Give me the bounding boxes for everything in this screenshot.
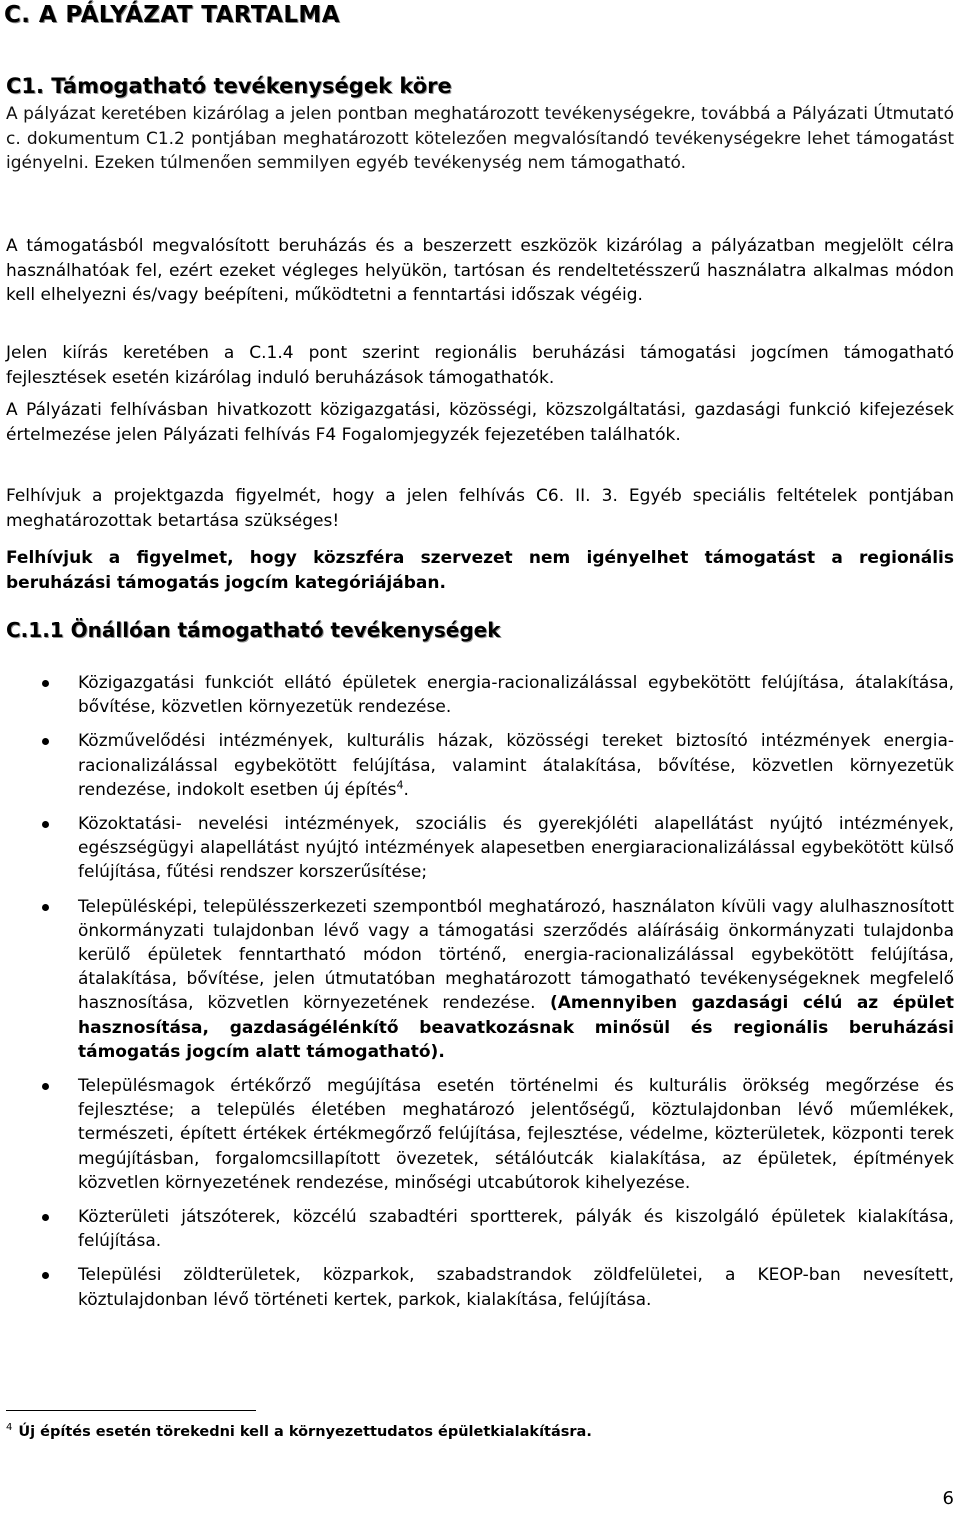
list-item-text: Közterületi játszóterek, közcélú szabadtéri sportterek, pályák és kiszolgáló épületek kialakítása, felújítása. xyxy=(78,1207,954,1252)
list-item-tail: . xyxy=(403,779,409,800)
list-item xyxy=(6,1074,954,1195)
bullet-icon xyxy=(42,821,49,828)
bullet-icon xyxy=(42,1083,49,1090)
paragraph-regional: Jelen kiírás keretében a C.1.4 pont szerint regionális beruházási támogatási jogcímen támogatható fejlesztések esetén kizárólag induló beruházások támogathatók. xyxy=(6,343,954,388)
list-item-text: Közoktatási- nevelési intézmények, szociális és gyerekjóléti alapellátást nyújtó intézmények, egészségügyi alapellátást nyújtó intézmények alapesetben energiaracionalizálással egybekötött külső felújítása, fűtési rendszer korszerűsítése; xyxy=(78,814,954,883)
footnote-ref[interactable]: 4 xyxy=(396,778,404,792)
bullet-icon xyxy=(42,680,49,687)
chapter-heading: C. A PÁLYÁZAT TARTALMA xyxy=(4,2,340,28)
section-heading: C1. Támogatható tevékenységek köre xyxy=(6,74,452,98)
page-number: 6 xyxy=(942,1488,954,1509)
list-item xyxy=(6,729,954,802)
footnote-number: 4 xyxy=(6,1422,13,1434)
list-item-text: Közművelődési intézmények, kulturális házak, közösségi tereket biztosító intézmények energia-racionalizálással egybekötött felújítása, valamint átalakítása, bővítése, közvetlen környezetük rendezése, indokolt esetben új építés xyxy=(78,731,954,800)
paragraph-usage: A támogatásból megvalósított beruházás és a beszerzett eszközök kizárólag a pályázatban megjelölt célra használhatóak fel, ezért ezeket végleges helyükön, tartósan és rendeltetésszerű használatra alkalmas módon kell elhelyezni és/vagy beépíteni, működtetni a fenntartási időszak végéig. xyxy=(6,236,954,305)
footnote-divider xyxy=(6,1410,256,1411)
footnote-text: Új építés esetén törekedni kell a környezettudatos épületkialakításra. xyxy=(18,1424,592,1440)
paragraph-scope: A pályázat keretében kizárólag a jelen pontban meghatározott tevékenységekre, továbbá a Pályázati Útmutató c. dokumentum C1.2 pontjában meghatározott kötelezően megvalósítandó tevékenységekre lehet támogatást igényelni. Ezeken túlmenően semmilyen egyéb tevékenység nem támogatható. xyxy=(6,104,954,173)
paragraph-definitions: A Pályázati felhívásban hivatkozott közigazgatási, közösségi, közszolgáltatási, gazdasági funkció kifejezések értelmezése jelen Pályázati felhívás F4 Fogalomjegyzék fejezetében találhatók. xyxy=(6,400,954,445)
list-item xyxy=(6,671,954,719)
list-item-text: Településmagok értékőrző megújítása esetén történelmi és kulturális örökség megőrzése és fejlesztése; a település életében meghatározó jelentőségű, köztulajdonban lévő műemlékek, természeti, épített értékek értékmegőrző felújítása, fejlesztése, védelme, közterületek, központi terek megújításban, forgalomcsillapított övezetek, sétálóutcák kialakítása, az épületek, építmények közvetlen környezetének rendezése, minőségi utcabútorok kihelyezése. xyxy=(78,1076,954,1193)
list-item xyxy=(6,1205,954,1253)
list-item xyxy=(6,812,954,885)
bullet-icon xyxy=(42,904,49,911)
bullet-icon xyxy=(42,1272,49,1279)
footnote xyxy=(6,1424,592,1440)
subsection-heading: C.1.1 Önállóan támogatható tevékenységek xyxy=(6,618,501,642)
bullet-icon xyxy=(42,1214,49,1221)
list-item-text: Települési zöldterületek, közparkok, szabadstrandok zöldfelületei, a KEOP-ban nevesített, köztulajdonban lévő történeti kertek, parkok, kialakítása, felújítása. xyxy=(78,1265,954,1310)
paragraph-attention: Felhívjuk a projektgazda figyelmét, hogy a jelen felhívás C6. II. 3. Egyéb speciális feltételek pontjában meghatározottak betartása szükséges! xyxy=(6,486,954,531)
list-item-text: Közigazgatási funkciót ellátó épületek energia-racionalizálással egybekötött felújítása, átalakítása, bővítése, közvetlen környezetük rendezése. xyxy=(78,673,954,718)
list-item xyxy=(6,895,954,1064)
list-item xyxy=(6,1263,954,1311)
list-item-text: Településképi, településszerkezeti szempontból meghatározó, használaton kívüli vagy alulhasznosított önkormányzati tulajdonban lévő vagy a támogatási szerződés aláírásáig önkormányzati tulajdonba kerülő épületek fenntartható módon történő, energia-racionalizálással egybekötött felújítása, átalakítása, bővítése, jelen útmutatóban meghatározott támogatható tevékenységeknek megfelelő hasznosítása, közvetlen környezetének rendezése. xyxy=(78,896,954,1014)
list-item-bold-note: (Amennyiben gazdasági célú az épület hasznosítása, gazdaságélénkítő beavatkozásnak minősül és regionális beruházási támogatás jogcím alatt támogatható). xyxy=(78,993,954,1062)
activity-list xyxy=(6,671,954,1322)
bullet-icon xyxy=(42,738,49,745)
paragraph-public-sector-notice: Felhívjuk a figyelmet, hogy közszféra szervezet nem igényelhet támogatást a regionális beruházási támogatás jogcím kategóriájában. xyxy=(6,548,954,593)
